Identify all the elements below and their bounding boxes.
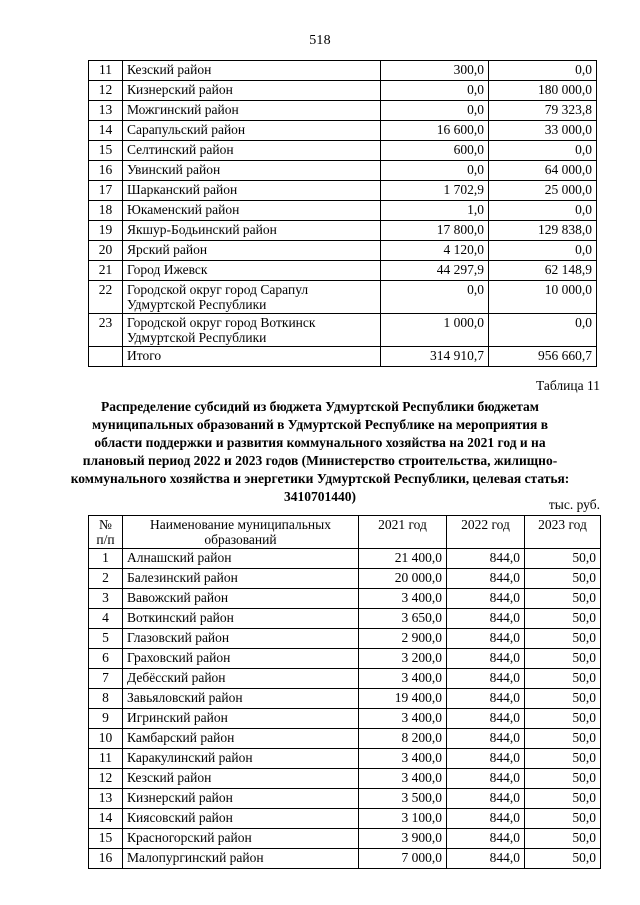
cell-year-2022: 844,0 (447, 729, 525, 749)
cell-name: Кизнерский район (123, 81, 381, 101)
cell-value-2: 25 000,0 (489, 181, 597, 201)
cell-year-2021: 3 400,0 (359, 749, 447, 769)
table-row (89, 141, 597, 161)
cell-value-1: 300,0 (381, 61, 489, 81)
table-row (89, 201, 597, 221)
cell-year-2022: 844,0 (447, 589, 525, 609)
cell-name: Воткинский район (123, 609, 359, 629)
cell-number: 14 (89, 809, 123, 829)
cell-name: Городской округ город Воткинск Удмуртской Республики (123, 314, 381, 347)
table-row (89, 829, 601, 849)
cell-value-1: 600,0 (381, 141, 489, 161)
cell-value-2: 64 000,0 (489, 161, 597, 181)
cell-year-2022: 844,0 (447, 749, 525, 769)
cell-number: 17 (89, 181, 123, 201)
cell-value-1: 1,0 (381, 201, 489, 221)
cell-value-1: 44 297,9 (381, 261, 489, 281)
table-row (89, 629, 601, 649)
cell-year-2023: 50,0 (525, 769, 601, 789)
cell-name: Вавожский район (123, 589, 359, 609)
cell-year-2023: 50,0 (525, 809, 601, 829)
table-two (88, 515, 601, 869)
column-header-number-line1: № (99, 517, 112, 532)
units-label: тыс. руб. (548, 497, 600, 512)
cell-number: 15 (89, 829, 123, 849)
table-row (89, 61, 597, 81)
cell-year-2023: 50,0 (525, 649, 601, 669)
table-two-head (89, 516, 601, 549)
cell-year-2021: 3 400,0 (359, 669, 447, 689)
table-header-row (89, 516, 601, 549)
table-row (89, 121, 597, 141)
cell-name: Городской округ город Сарапул Удмуртской Республики (123, 281, 381, 314)
cell-year-2023: 50,0 (525, 689, 601, 709)
cell-value-1: 1 000,0 (381, 314, 489, 347)
subsidy-distribution-table (88, 515, 600, 869)
cell-number: 12 (89, 81, 123, 101)
table-row (89, 181, 597, 201)
cell-value-2: 180 000,0 (489, 81, 597, 101)
table-row (89, 81, 597, 101)
cell-year-2022: 844,0 (447, 829, 525, 849)
cell-number: 8 (89, 689, 123, 709)
cell-value-1: 4 120,0 (381, 241, 489, 261)
cell-number: 7 (89, 669, 123, 689)
table-row (89, 809, 601, 829)
cell-year-2023: 50,0 (525, 849, 601, 869)
cell-number: 6 (89, 649, 123, 669)
cell-number: 19 (89, 221, 123, 241)
cell-value-1: 0,0 (381, 101, 489, 121)
table-row (89, 689, 601, 709)
cell-year-2023: 50,0 (525, 629, 601, 649)
cell-year-2022: 844,0 (447, 629, 525, 649)
cell-value-1: 314 910,7 (381, 347, 489, 367)
cell-year-2021: 8 200,0 (359, 729, 447, 749)
table-row (89, 221, 597, 241)
table-one (88, 60, 597, 367)
table-row (89, 101, 597, 121)
cell-name: Киясовский район (123, 809, 359, 829)
cell-year-2021: 3 400,0 (359, 769, 447, 789)
cell-year-2022: 844,0 (447, 569, 525, 589)
cell-value-2: 79 323,8 (489, 101, 597, 121)
cell-number: 9 (89, 709, 123, 729)
cell-number: 5 (89, 629, 123, 649)
cell-year-2022: 844,0 (447, 669, 525, 689)
cell-number: 23 (89, 314, 123, 347)
cell-year-2023: 50,0 (525, 669, 601, 689)
cell-value-2: 956 660,7 (489, 347, 597, 367)
table-row (89, 729, 601, 749)
cell-number: 11 (89, 749, 123, 769)
cell-name: Глазовский район (123, 629, 359, 649)
cell-year-2021: 3 900,0 (359, 829, 447, 849)
cell-number: 4 (89, 609, 123, 629)
table-row (89, 669, 601, 689)
cell-year-2021: 21 400,0 (359, 549, 447, 569)
column-header-name: Наименование муниципальных образований (123, 516, 359, 549)
table-row (89, 569, 601, 589)
cell-year-2023: 50,0 (525, 549, 601, 569)
table-row (89, 241, 597, 261)
cell-name: Итого (123, 347, 381, 367)
cell-name: Шарканский район (123, 181, 381, 201)
table-row (89, 314, 597, 347)
cell-number: 14 (89, 121, 123, 141)
cell-name: Кизнерский район (123, 789, 359, 809)
cell-year-2023: 50,0 (525, 569, 601, 589)
cell-number: 3 (89, 589, 123, 609)
cell-number: 13 (89, 101, 123, 121)
cell-name: Красногорский район (123, 829, 359, 849)
cell-year-2023: 50,0 (525, 589, 601, 609)
cell-number: 21 (89, 261, 123, 281)
table-row (89, 549, 601, 569)
cell-number: 2 (89, 569, 123, 589)
cell-number: 16 (89, 161, 123, 181)
table-row (89, 281, 597, 314)
page-number: 518 (309, 33, 331, 48)
cell-year-2021: 3 100,0 (359, 809, 447, 829)
cell-number: 12 (89, 769, 123, 789)
cell-year-2022: 844,0 (447, 769, 525, 789)
cell-year-2023: 50,0 (525, 749, 601, 769)
cell-name: Сарапульский район (123, 121, 381, 141)
cell-year-2022: 844,0 (447, 849, 525, 869)
cell-value-1: 17 800,0 (381, 221, 489, 241)
cell-name: Малопургинский район (123, 849, 359, 869)
subsidy-table-continuation (88, 60, 596, 367)
cell-name: Каракулинский район (123, 749, 359, 769)
table-number-label: Таблица 11 (536, 378, 600, 393)
cell-name: Увинский район (123, 161, 381, 181)
cell-year-2021: 19 400,0 (359, 689, 447, 709)
cell-name: Юкаменский район (123, 201, 381, 221)
cell-value-2: 62 148,9 (489, 261, 597, 281)
cell-value-1: 0,0 (381, 81, 489, 101)
cell-number: 1 (89, 549, 123, 569)
cell-year-2022: 844,0 (447, 689, 525, 709)
table-row (89, 769, 601, 789)
cell-name: Якшур-Бодьинский район (123, 221, 381, 241)
table-row (89, 609, 601, 629)
cell-value-2: 33 000,0 (489, 121, 597, 141)
cell-year-2021: 2 900,0 (359, 629, 447, 649)
cell-number: 13 (89, 789, 123, 809)
cell-year-2021: 20 000,0 (359, 569, 447, 589)
cell-year-2022: 844,0 (447, 549, 525, 569)
table-two-body (89, 549, 601, 869)
cell-year-2023: 50,0 (525, 729, 601, 749)
cell-year-2022: 844,0 (447, 709, 525, 729)
table-row (89, 649, 601, 669)
column-header-year-2023: 2023 год (525, 516, 601, 549)
cell-name: Балезинский район (123, 569, 359, 589)
cell-year-2021: 3 400,0 (359, 589, 447, 609)
cell-value-2: 10 000,0 (489, 281, 597, 314)
cell-year-2021: 7 000,0 (359, 849, 447, 869)
cell-number: 10 (89, 729, 123, 749)
table-total-row (89, 347, 597, 367)
table-row (89, 589, 601, 609)
cell-name: Завьяловский район (123, 689, 359, 709)
cell-number (89, 347, 123, 367)
table-row (89, 849, 601, 869)
table-row (89, 709, 601, 729)
column-header-number-line2: п/п (96, 532, 115, 548)
table-row (89, 749, 601, 769)
cell-value-2: 0,0 (489, 201, 597, 221)
cell-number: 18 (89, 201, 123, 221)
cell-name: Город Ижевск (123, 261, 381, 281)
cell-name: Граховский район (123, 649, 359, 669)
cell-name: Селтинский район (123, 141, 381, 161)
cell-year-2021: 3 200,0 (359, 649, 447, 669)
table-row (89, 261, 597, 281)
cell-value-1: 1 702,9 (381, 181, 489, 201)
cell-value-2: 0,0 (489, 141, 597, 161)
column-header-year-2021: 2021 год (359, 516, 447, 549)
cell-value-2: 0,0 (489, 61, 597, 81)
cell-name: Дебёсский район (123, 669, 359, 689)
table-row (89, 161, 597, 181)
table-one-body (89, 61, 597, 367)
cell-number: 22 (89, 281, 123, 314)
cell-name: Можгинский район (123, 101, 381, 121)
cell-name: Кезский район (123, 769, 359, 789)
cell-year-2023: 50,0 (525, 709, 601, 729)
page-title: Распределение субсидий из бюджета Удмуртской Республики бюджетам муниципальных образований в Удмуртской Республике на мероприятия в области поддержки и развития коммунального хозяйства на 2021 год и на плановый период 2022 и 2023 годов (Министерство строительства, жилищно-коммунального хозяйства и энергетики Удмуртской Республики, целевая статья: 3410701440) (70, 399, 570, 504)
cell-number: 20 (89, 241, 123, 261)
cell-number: 16 (89, 849, 123, 869)
cell-value-2: 0,0 (489, 241, 597, 261)
cell-name: Камбарский район (123, 729, 359, 749)
table-row (89, 789, 601, 809)
cell-value-1: 16 600,0 (381, 121, 489, 141)
column-header-year-2022: 2022 год (447, 516, 525, 549)
cell-number: 11 (89, 61, 123, 81)
cell-year-2023: 50,0 (525, 789, 601, 809)
cell-value-1: 0,0 (381, 161, 489, 181)
column-header-number (89, 516, 123, 549)
cell-year-2022: 844,0 (447, 809, 525, 829)
cell-year-2023: 50,0 (525, 829, 601, 849)
cell-year-2022: 844,0 (447, 609, 525, 629)
cell-year-2021: 3 500,0 (359, 789, 447, 809)
cell-year-2021: 3 400,0 (359, 709, 447, 729)
cell-year-2023: 50,0 (525, 609, 601, 629)
cell-number: 15 (89, 141, 123, 161)
cell-name: Алнашский район (123, 549, 359, 569)
cell-name: Кезский район (123, 61, 381, 81)
cell-value-1: 0,0 (381, 281, 489, 314)
cell-name: Игринский район (123, 709, 359, 729)
cell-year-2022: 844,0 (447, 789, 525, 809)
cell-name: Ярский район (123, 241, 381, 261)
cell-value-2: 129 838,0 (489, 221, 597, 241)
cell-year-2021: 3 650,0 (359, 609, 447, 629)
cell-year-2022: 844,0 (447, 649, 525, 669)
cell-value-2: 0,0 (489, 314, 597, 347)
